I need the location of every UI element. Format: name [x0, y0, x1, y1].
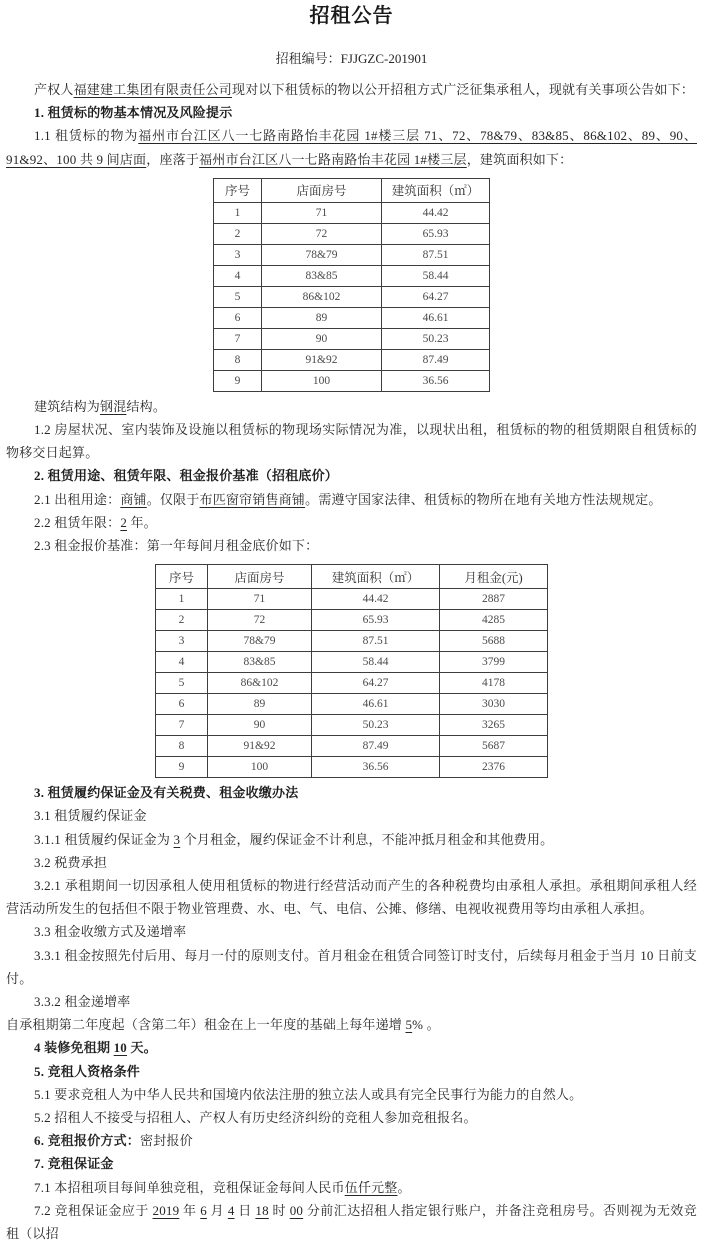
table-cell: 78&79: [208, 631, 312, 652]
section-heading: [6, 781, 697, 804]
text-segment: 4 装修免租期: [34, 1040, 114, 1056]
table-row: [156, 673, 548, 694]
paragraph: [6, 920, 697, 943]
text-segment: 7.2 竞租保证金应于: [34, 1202, 153, 1218]
text-segment: 产权人: [34, 82, 74, 97]
text-segment: 7. 竞租保证金: [34, 1156, 114, 1172]
document-body: [6, 78, 697, 1245]
text-segment: 。需遵守国家法律、租赁标的物所在地有关地方性法规规定。: [305, 491, 662, 507]
table-cell: 89: [262, 307, 382, 328]
table-row: [156, 694, 548, 715]
table-cell: 64.27: [382, 286, 490, 307]
text-segment: 日: [234, 1202, 256, 1218]
table-cell: 58.44: [312, 652, 440, 673]
paragraph: [6, 78, 697, 101]
text-segment: 3.1.1 租赁履约保证金为: [34, 831, 174, 847]
text-segment: 3.2 税费承担: [34, 854, 108, 870]
text-segment: 天。: [127, 1040, 157, 1056]
table-cell: 4: [214, 265, 262, 286]
table-cell: 2: [156, 610, 208, 631]
text-segment: 5. 竞租人资格条件: [34, 1063, 141, 1079]
paragraph: [6, 511, 697, 534]
area-table: [213, 178, 490, 392]
table-cell: 89: [208, 694, 312, 715]
underlined-text: 5: [405, 1017, 413, 1033]
table-cell: 4178: [440, 673, 548, 694]
table-cell: 5688: [440, 631, 548, 652]
underlined-text: 福州市台江区八一七路南路怡丰花园 1#楼三层: [199, 151, 467, 167]
table-cell: 3: [214, 244, 262, 265]
text-segment: 3.1 租赁履约保证金: [34, 808, 147, 824]
text-segment: 3.3.2 租金递增率: [34, 994, 131, 1010]
table-header-cell: 建筑面积（㎡）: [382, 178, 490, 202]
text-segment: % 。: [412, 1017, 440, 1033]
table-cell: 87.49: [382, 349, 490, 370]
text-segment: 2.3 租金报价基准：第一年每间月租金底价如下：: [34, 538, 319, 554]
table-cell: 7: [214, 328, 262, 349]
table-cell: 2887: [440, 589, 548, 610]
paragraph: [6, 395, 697, 418]
text-segment: 1.1 租赁标的物为: [34, 128, 139, 144]
table-cell: 1: [214, 202, 262, 223]
text-segment: ，座落于: [146, 151, 200, 167]
table-cell: 65.93: [382, 223, 490, 244]
table-row: [214, 349, 490, 370]
paragraph: [6, 1083, 697, 1106]
table-cell: 90: [262, 328, 382, 349]
underlined-text: 4: [227, 1202, 235, 1218]
table-row: [156, 589, 548, 610]
table-cell: 9: [214, 370, 262, 391]
document-page: [0, 3, 703, 1242]
text-segment: 结构。: [126, 398, 167, 414]
text-segment: 2. 租赁用途、租赁年限、租金报价基准（招租底价）: [34, 468, 339, 484]
underlined-text: 6: [200, 1202, 207, 1218]
paragraph: [6, 1176, 697, 1199]
paragraph: [6, 874, 697, 920]
table-header-cell: 店面房号: [208, 565, 312, 589]
section-heading: [6, 1152, 697, 1175]
table-cell: 50.23: [382, 328, 490, 349]
paragraph: [6, 944, 697, 990]
paragraph: [6, 804, 697, 827]
text-segment: 月: [206, 1202, 228, 1218]
section-heading: [6, 464, 697, 487]
table-header-cell: 序号: [214, 178, 262, 202]
table-cell: 72: [262, 223, 382, 244]
underlined-text: 00: [289, 1202, 304, 1218]
table-row: [214, 307, 490, 328]
underlined-text: 钢混: [100, 398, 127, 414]
table-cell: 36.56: [312, 757, 440, 778]
paragraph: [6, 488, 697, 511]
table-cell: 100: [262, 370, 382, 391]
table-cell: 8: [156, 736, 208, 757]
notice-code: 招租编号：FJJGZC-201901: [275, 51, 428, 66]
table-cell: 44.42: [382, 202, 490, 223]
table-cell: 3: [156, 631, 208, 652]
table-row: [156, 736, 548, 757]
table-row: [156, 652, 548, 673]
text-segment: 自承租期第二年度起（含第二年）租金在上一年度的基础上每年递增: [6, 1017, 406, 1033]
text-segment: 密封报价: [140, 1133, 193, 1149]
table-cell: 100: [208, 757, 312, 778]
table-cell: 4285: [440, 610, 548, 631]
table-cell: 87.49: [312, 736, 440, 757]
table-cell: 6: [156, 694, 208, 715]
paragraph: [6, 418, 697, 464]
paragraph: [6, 1013, 697, 1036]
section-heading: [6, 101, 697, 124]
paragraph: [6, 828, 697, 851]
table-cell: 7: [156, 715, 208, 736]
table-cell: 2: [214, 223, 262, 244]
underlined-text: 福建建工集团有限责任公司: [73, 82, 233, 97]
text-segment: 3.3.1 租金按照先付后用、每月一付的原则支付。首月租金在租赁合同签订时支付，后续每月租金于当月 10 日前支付。: [6, 947, 697, 986]
table-cell: 6: [214, 307, 262, 328]
table-cell: 91&92: [262, 349, 382, 370]
text-segment: 。仅限于: [146, 491, 200, 507]
table-cell: 78&79: [262, 244, 382, 265]
text-segment: 5.1 要求竞租人为中华人民共和国境内依法注册的独立法人或具有完全民事行为能力的自然人。: [34, 1086, 583, 1102]
text-segment: 2.2 租赁年限：: [34, 514, 121, 530]
underlined-text: 10: [113, 1040, 128, 1056]
text-segment: 时: [268, 1202, 290, 1218]
text-segment: 7.1 本招租项目每间单独竞租，竞租保证金每间人民币: [34, 1179, 345, 1195]
table-cell: 5: [156, 673, 208, 694]
table-cell: 3030: [440, 694, 548, 715]
paragraph: [6, 1106, 697, 1129]
text-segment: 分前汇达招租人指定银行账户，并备注竞租房号。否则视为无效竞租（以招: [6, 1202, 697, 1242]
table-row: [156, 757, 548, 778]
table-cell: 71: [262, 202, 382, 223]
table-cell: 58.44: [382, 265, 490, 286]
table-cell: 86&102: [208, 673, 312, 694]
table-cell: 90: [208, 715, 312, 736]
price-table: [155, 564, 548, 778]
text-segment: 现对以下租赁标的物以公开招租方式广泛征集承租人，现就有关事项公告如下：: [232, 82, 695, 97]
table-cell: 4: [156, 652, 208, 673]
text-segment: 个月租金，履约保证金不计利息，不能冲抵月租金和其他费用。: [180, 831, 554, 847]
text-segment: 1. 租赁标的物基本情况及风险提示: [34, 105, 233, 121]
table-cell: 87.51: [382, 244, 490, 265]
underlined-text: 18: [255, 1202, 269, 1218]
table-cell: 83&85: [208, 652, 312, 673]
table-cell: 64.27: [312, 673, 440, 694]
table-cell: 83&85: [262, 265, 382, 286]
table-row: [156, 610, 548, 631]
table-row: [156, 631, 548, 652]
table-cell: 44.42: [312, 589, 440, 610]
table-row: [214, 244, 490, 265]
table-cell: 5687: [440, 736, 548, 757]
table-row: [156, 715, 548, 736]
underlined-text: 2019: [152, 1202, 180, 1218]
table-cell: 46.61: [382, 307, 490, 328]
text-segment: 建筑结构为: [34, 398, 101, 414]
text-segment: 年: [179, 1202, 201, 1218]
text-segment: ，建筑面积如下：: [466, 151, 573, 167]
text-segment: 5.2 招租人不接受与招租人、产权人有历史经济纠纷的竞租人参加竞租报名。: [34, 1110, 477, 1126]
underlined-text: 3: [173, 831, 181, 847]
text-segment: 年。: [127, 514, 157, 530]
paragraph: [6, 851, 697, 874]
paragraph: [6, 534, 697, 557]
table-header-cell: 店面房号: [262, 178, 382, 202]
table-row: [214, 202, 490, 223]
table-cell: 71: [208, 589, 312, 610]
underlined-text: 商铺: [120, 491, 147, 507]
paragraph: [6, 1036, 697, 1059]
underlined-text: 福州市台江区八一七路南路怡丰花园 1#楼三层 71、72、78&79、83&85、86&102、89、90、91&92、100 共 9 间店面: [6, 128, 697, 167]
table-header-cell: 序号: [156, 565, 208, 589]
table-cell: 2376: [440, 757, 548, 778]
table-row: [214, 286, 490, 307]
text-segment: 3.3 租金收缴方式及递增率: [34, 924, 187, 940]
table-row: [214, 370, 490, 391]
text-segment: 2.1 出租用途：: [34, 491, 121, 507]
text-segment: 1.2 房屋状况、室内装饰及设施以租赁标的物现场实际情况为准，以现状出租，租赁标的物的租赁期限自租赁标的物移交日起算。: [6, 422, 697, 461]
underlined-text: 2: [120, 514, 128, 530]
table-cell: 91&92: [208, 736, 312, 757]
table-cell: 50.23: [312, 715, 440, 736]
table-header-cell: 建筑面积（㎡）: [312, 565, 440, 589]
text-segment: 。: [397, 1179, 411, 1195]
table-cell: 3265: [440, 715, 548, 736]
table-row: [214, 223, 490, 244]
table-cell: 87.51: [312, 631, 440, 652]
table-header-cell: 月租金(元): [440, 565, 548, 589]
table-cell: 5: [214, 286, 262, 307]
table-row: [214, 265, 490, 286]
table-cell: 65.93: [312, 610, 440, 631]
table-header-row: [156, 565, 548, 589]
table-cell: 8: [214, 349, 262, 370]
table-row: [214, 328, 490, 349]
section-heading: [6, 1060, 697, 1083]
paragraph: [6, 990, 697, 1013]
paragraph: [6, 124, 697, 170]
table-cell: 72: [208, 610, 312, 631]
table-cell: 3799: [440, 652, 548, 673]
paragraph: [6, 1129, 697, 1152]
underlined-text: 伍仟元整: [344, 1179, 398, 1195]
table-cell: 46.61: [312, 694, 440, 715]
document-title: 招租公告: [309, 5, 394, 27]
table-cell: 1: [156, 589, 208, 610]
table-header-row: [214, 178, 490, 202]
table-cell: 36.56: [382, 370, 490, 391]
table-cell: 9: [156, 757, 208, 778]
text-segment: 6. 竞租报价方式：: [34, 1133, 141, 1149]
table-cell: 86&102: [262, 286, 382, 307]
text-segment: 3.2.1 承租期间一切因承租人使用租赁标的物进行经营活动而产生的各种税费均由承租人承担。承租期间承租人经营活动所发生的包括但不限于物业管理费、水、电、气、电信、公摊、修缮、电视收视费用等均由承租人承担。: [6, 878, 697, 917]
text-segment: 3. 租赁履约保证金及有关税费、租金收缴办法: [34, 785, 299, 801]
underlined-text: 布匹窗帘销售商铺: [199, 491, 306, 507]
paragraph: [6, 1199, 697, 1245]
